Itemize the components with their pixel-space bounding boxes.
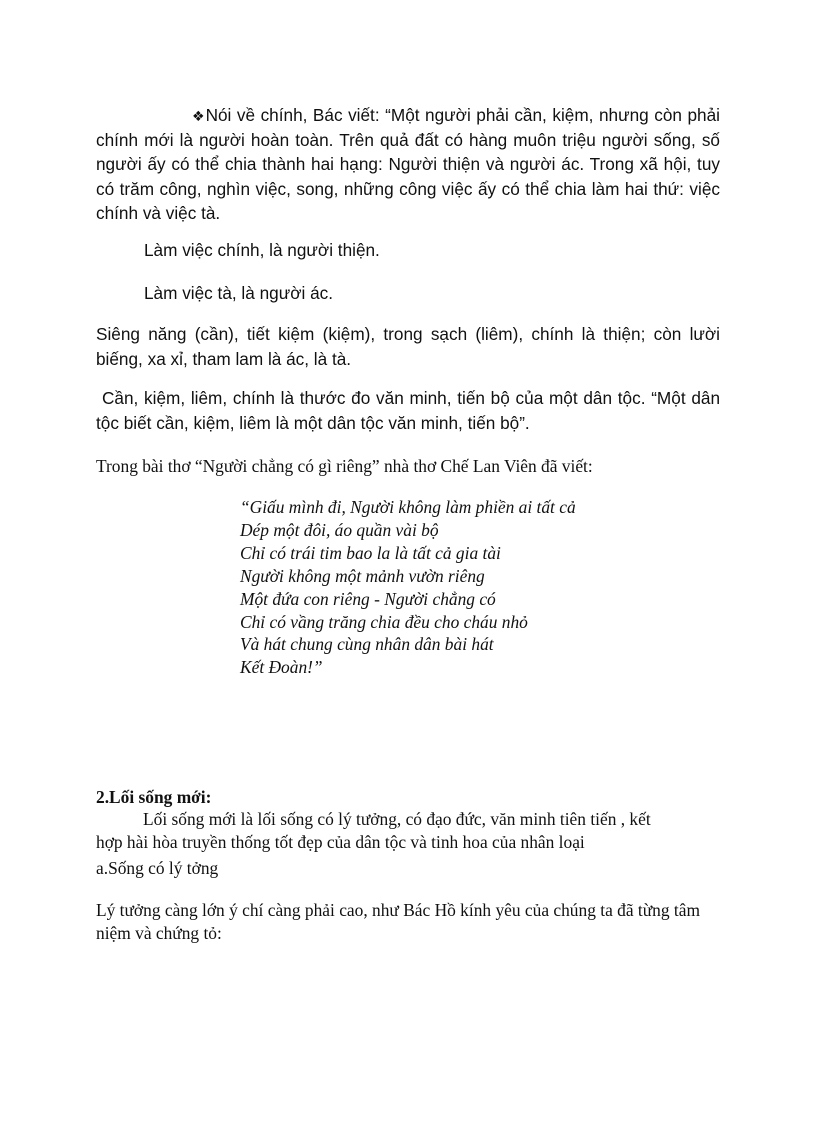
four-diamond-bullet-icon: ❖: [192, 109, 205, 125]
poem-line: Một đứa con riêng - Người chẳng có: [240, 588, 496, 609]
poem-line: Chỉ có trái tim bao la là tất cả gia tài: [240, 542, 501, 563]
paragraph-civilization-measure: Cần, kiệm, liêm, chính là thước đo văn minh, tiến bộ của một dân tộc. “Một dân tộc biết cần, kiệm, liêm là một dân tộc văn minh, tiến bộ”.: [96, 388, 720, 433]
poem-line: Kết Đoàn!”: [240, 657, 323, 678]
poem-line: Chỉ có vầng trăng chia đều cho cháu nhỏ: [240, 611, 528, 632]
poem-block: [240, 496, 720, 679]
paragraph-bad-deeds: Làm việc tà, là người ác.: [144, 283, 334, 303]
paragraph-good-deeds: Làm việc chính, là người thiện.: [144, 240, 380, 260]
poem-line: “Giấu mình đi, Người không làm phiền ai tất cả: [240, 497, 576, 517]
section-heading: 2.Lối sống mới:: [96, 787, 212, 807]
poem-introduction: Trong bài thơ “Người chẳng có gì riêng” nhà thơ Chế Lan Viên đã viết:: [96, 456, 593, 476]
section-body-line: Lối sống mới là lối sống có lý tưởng, có đạo đức, văn minh tiên tiến , kết: [143, 809, 651, 829]
poem-line: Người không một mảnh vườn riêng: [240, 565, 485, 586]
section-body-line: hợp hài hòa truyền thống tốt đẹp của dân tộc và tinh hoa của nhân loại: [96, 832, 585, 852]
closing-paragraph: Lý tưởng càng lớn ý chí càng phải cao, như Bác Hồ kính yêu của chúng ta đã từng tâm niệm và chứng tỏ:: [96, 900, 700, 943]
poem-line: Dép một đôi, áo quần vài bộ: [240, 519, 439, 540]
poem-line: Và hát chung cùng nhân dân bài hát: [240, 634, 494, 655]
subheading-a: a.Sống có lý tởng: [96, 858, 219, 878]
paragraph-virtues-definition: Siêng năng (cần), tiết kiệm (kiệm), trong sạch (liêm), chính là thiện; còn lười biếng, xa xỉ, tham lam là ác, là tà.: [96, 324, 720, 369]
section-body: [96, 808, 696, 854]
paragraph-on-righteousness: [96, 103, 720, 226]
paragraph-text: Nói về chính, Bác viết: “Một người phải cần, kiệm, nhưng còn phải chính mới là người hoàn toàn. Trên quả đất có hàng muôn triệu người sống, số người ấy có thể chia thành hai hạng: Người thiện và người ác. Trong xã hội, tuy có trăm công, nghìn việc, song, những công việc ấy có thể chia làm hai thứ: việc chính và việc tà.: [96, 105, 720, 224]
